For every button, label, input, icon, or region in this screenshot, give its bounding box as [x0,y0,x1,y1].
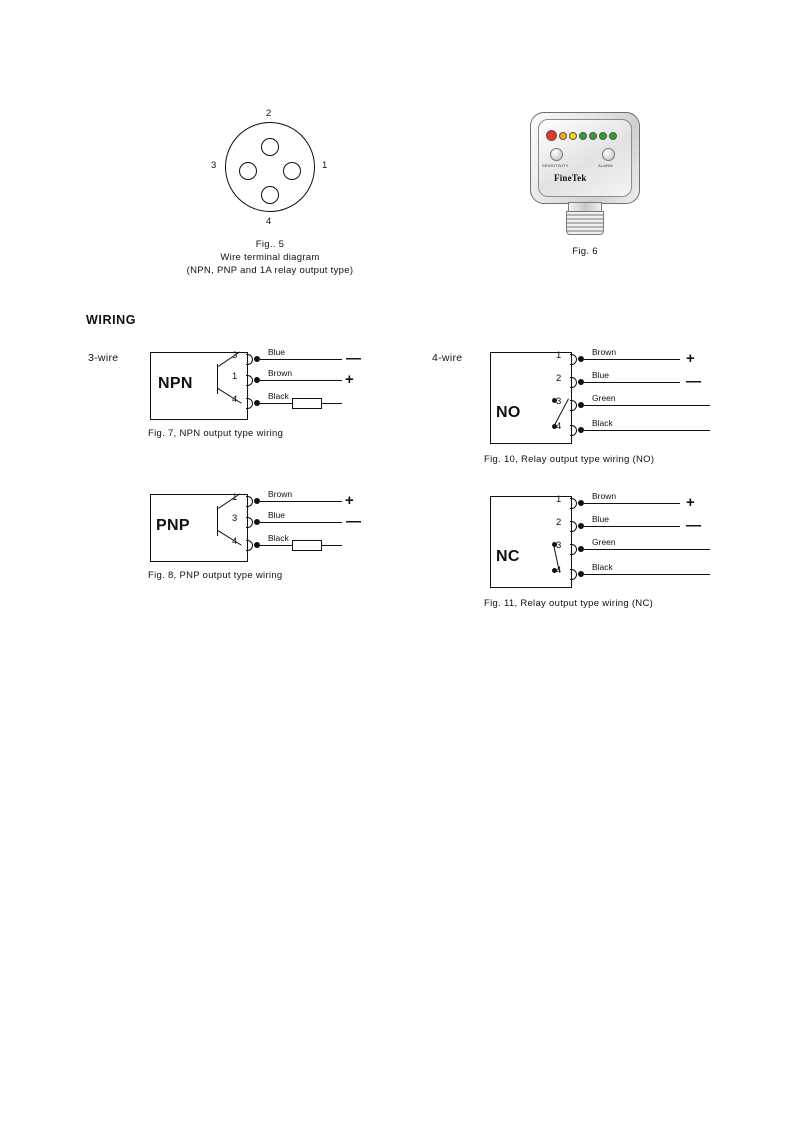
device-drawing [520,110,650,245]
polarity-sign: — [686,517,701,534]
figure-8-pnp-wiring [150,490,380,590]
led-indicator [579,132,587,140]
figure-7-caption: Fig. 7, NPN output type wiring [148,428,284,439]
figure-6-caption-text: Fig. 6 [572,246,598,257]
lead-wire [584,526,680,527]
lead-wire [260,545,292,546]
terminal-number: 3 [556,540,562,551]
terminal-connector [570,354,577,365]
terminal-number: 3 [232,350,238,361]
lead-wire [584,382,680,383]
led-indicator [589,132,597,140]
connector-drawing [195,108,345,238]
lead-wire [584,574,710,575]
lead-wire [260,501,342,502]
polarity-sign: — [346,350,361,367]
wire-color-label: Black [592,418,613,428]
terminal-number: 4 [556,565,562,576]
terminal-number: 1 [556,350,562,361]
terminal-connector [570,498,577,509]
lead-wire [322,403,342,404]
terminal-connector [246,375,253,386]
connector-pin-label-2: 2 [266,108,272,119]
connector-pin-4 [261,186,279,204]
polarity-sign: — [346,513,361,530]
figure-6-caption [490,245,680,258]
figure-5-caption-line-2: Wire terminal diagram [220,252,320,263]
led-indicator [559,132,567,140]
label-4-wire: 4-wire [432,352,463,364]
terminal-number: 4 [556,421,562,432]
terminal-connector [246,398,253,409]
led-indicator [609,132,617,140]
polarity-sign: + [686,350,695,367]
relay-no-block-label: NO [496,404,521,421]
connector-pin-label-1: 1 [322,160,328,171]
npn-block-label: NPN [158,375,193,392]
terminal-number: 4 [232,394,238,405]
pnp-block-label: PNP [156,517,190,534]
load-resistor [292,540,322,551]
figure-10-relay-no-wiring [484,347,730,468]
terminal-connector [570,400,577,411]
terminal-number: 2 [556,517,562,528]
figure-5-caption [135,238,405,277]
lead-wire [260,522,342,523]
sensitivity-knob[interactable] [550,148,563,161]
wire-color-label: Blue [592,370,610,380]
figure-11-relay-nc-wiring [484,491,730,612]
wire-color-label: Green [592,537,616,547]
polarity-sign: + [686,494,695,511]
terminal-connector [246,540,253,551]
figure-6 [490,110,680,258]
load-resistor [292,398,322,409]
terminal-connector [570,521,577,532]
alarm-knob[interactable] [602,148,615,161]
lead-wire [584,549,710,550]
connector-pin-3 [239,162,257,180]
figure-5-caption-line-3: (NPN, PNP and 1A relay output type) [186,265,354,276]
wire-color-label: Blue [268,347,286,357]
brand-logo: FineTek [554,173,587,183]
relay-nc-block-label: NC [496,548,520,565]
pnp-symbol-base [217,506,218,536]
terminal-number: 2 [556,373,562,384]
sensitivity-knob-label: SENSITIVITY [542,163,569,168]
terminal-number: 4 [232,536,238,547]
wire-color-label: Blue [268,510,286,520]
led-indicator [546,130,557,141]
lead-wire [584,503,680,504]
wire-color-label: Brown [268,368,293,378]
figure-5 [135,108,405,277]
terminal-number: 3 [556,396,562,407]
connector-pin-label-3: 3 [211,160,217,171]
terminal-number: 1 [556,494,562,505]
lead-wire [584,405,710,406]
terminal-connector [246,496,253,507]
lead-wire [322,545,342,546]
wire-color-label: Blue [592,514,610,524]
connector-pin-2 [261,138,279,156]
wire-color-label: Black [268,391,289,401]
lead-wire [584,430,710,431]
device-thread [566,211,604,235]
led-indicator [569,132,577,140]
connector-pin-label-4: 4 [266,216,272,227]
lead-wire [260,380,342,381]
terminal-number: 1 [232,492,238,503]
npn-symbol-base [217,364,218,394]
terminal-number: 3 [232,513,238,524]
figure-10-caption: Fig. 10, Relay output type wiring (NO) [484,454,655,465]
wire-color-label: Brown [268,489,293,499]
terminal-connector [246,354,253,365]
lead-wire [584,359,680,360]
wire-color-label: Brown [592,491,617,501]
wire-color-label: Black [592,562,613,572]
wire-color-label: Brown [592,347,617,357]
led-indicator [599,132,607,140]
figure-11-caption: Fig. 11, Relay output type wiring (NC) [484,598,654,609]
terminal-connector [570,569,577,580]
polarity-sign: — [686,373,701,390]
terminal-connector [570,544,577,555]
terminal-number: 1 [232,371,238,382]
figure-5-caption-line-1: Fig.. 5 [255,239,285,250]
polarity-sign: + [345,492,354,509]
label-3-wire: 3-wire [88,352,119,364]
figure-8-caption: Fig. 8, PNP output type wiring [148,570,283,581]
terminal-connector [570,377,577,388]
connector-pin-1 [283,162,301,180]
wire-color-label: Black [268,533,289,543]
terminal-connector [570,425,577,436]
wire-color-label: Green [592,393,616,403]
polarity-sign: + [345,371,354,388]
alarm-knob-label: ALARM [598,163,613,168]
led-indicator-row [546,130,617,141]
terminal-connector [246,517,253,528]
figure-7-npn-wiring [150,348,380,448]
wiring-section-heading: WIRING [86,313,137,327]
lead-wire [260,359,342,360]
lead-wire [260,403,292,404]
